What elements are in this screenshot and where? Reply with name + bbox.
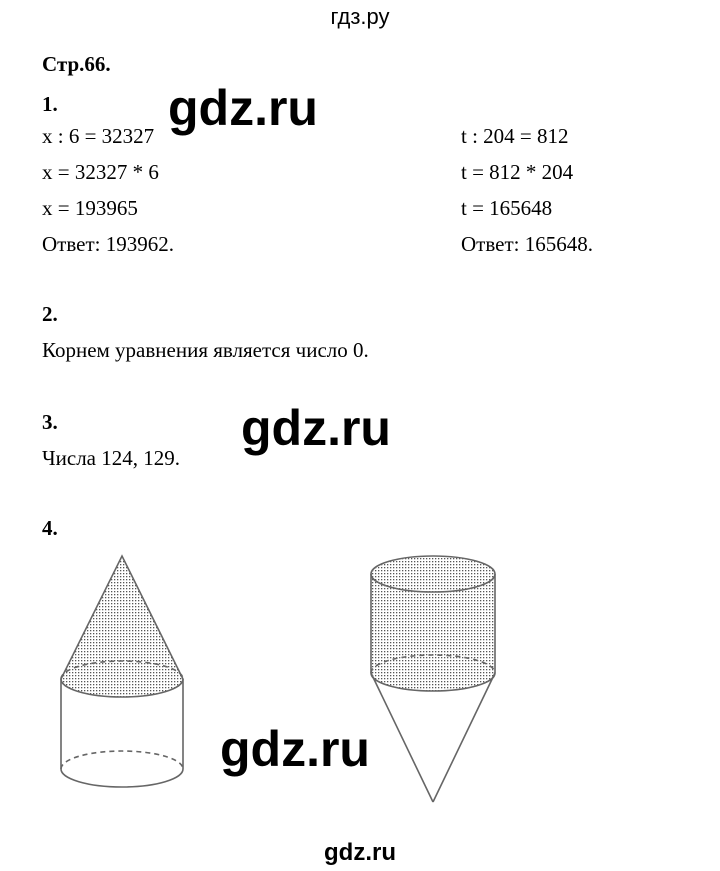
task-1-right-line-3: t = 165648 [461,196,553,220]
task-2-number: 2. [42,302,58,326]
site-header: гдз.ру [330,4,390,29]
task-1-answer-right: Ответ: 165648. [461,232,593,256]
task-1-left-line-3: x = 193965 [42,196,138,220]
site-footer: gdz.ru [324,839,396,866]
task-1-answer-left: Ответ: 193962. [42,232,174,256]
cone-on-cylinder-figure [61,556,183,787]
cylinder-bottom-front [61,769,183,787]
task-3-text: Числа 124, 129. [42,446,181,470]
task-4-number: 4. [42,516,58,540]
watermark-1: gdz.ru [168,80,318,136]
cylinder-on-cone-figure [371,556,495,802]
task-1-left-line-1: x : 6 = 32327 [42,124,155,148]
watermark-3: gdz.ru [220,721,370,777]
cone-right-side [433,673,495,802]
page-title: Стр.66. [42,52,111,76]
cone-left-side [371,673,433,802]
task-1-left-line-2: x = 32327 * 6 [42,160,159,184]
task-1-right-line-2: t = 812 * 204 [461,160,574,184]
cylinder-surface [371,556,495,691]
cylinder-bottom-back [61,751,183,769]
cone-surface [61,556,183,697]
task-2-text: Корнем уравнения является число 0. [42,338,369,362]
task-3-number: 3. [42,410,58,434]
watermark-2: gdz.ru [241,400,391,456]
task-1-right-line-1: t : 204 = 812 [461,124,569,148]
task-1-number: 1. [42,92,58,116]
